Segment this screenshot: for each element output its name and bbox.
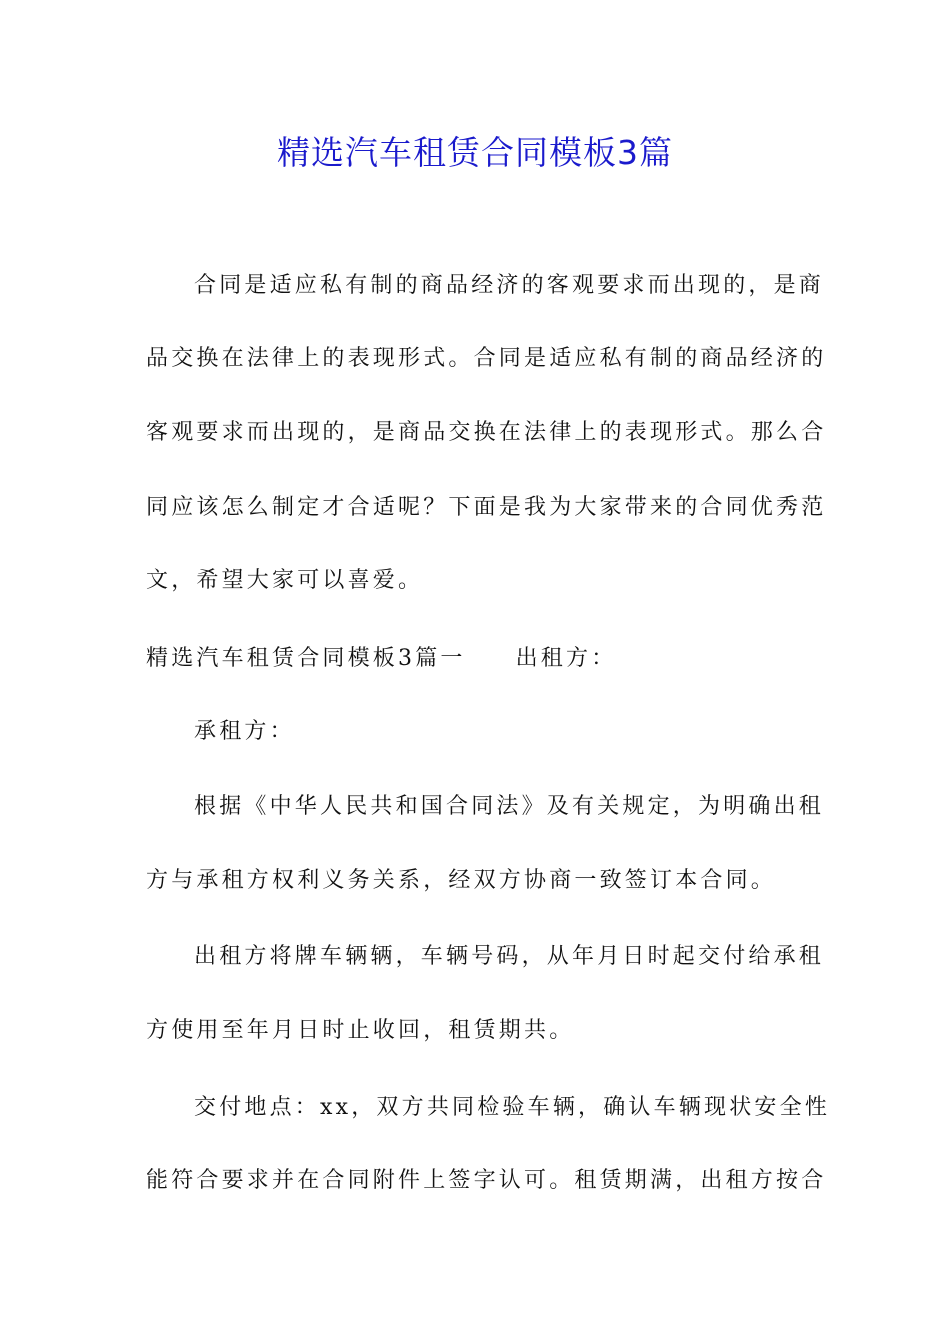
heading-gap: [466, 644, 516, 674]
lessor-label: 出租方：: [515, 646, 617, 671]
body-line-5: 交付地点：xx，双方共同检验车辆，确认车辆现状安全性: [194, 1095, 831, 1120]
lessee-label: 承租方：: [194, 719, 295, 744]
body-line-6: 能符合要求并在合同附件上签字认可。租赁期满，出租方按合: [146, 1168, 827, 1193]
intro-line-3: 客观要求而出现的，是商品交换在法律上的表现形式。那么合: [146, 420, 827, 445]
body-line-4: 方使用至年月日时止收回，租赁期共。: [146, 1018, 575, 1043]
intro-line-4: 同应该怎么制定才合适呢？下面是我为大家带来的合同优秀范: [146, 495, 827, 520]
section-heading: 精选汽车租赁合同模板3篇一: [146, 646, 466, 671]
intro-line-5: 文，希望大家可以喜爱。: [146, 568, 424, 593]
document-title: 精选汽车租赁合同模板3篇: [277, 133, 673, 172]
body-line-2: 方与承租方权利义务关系，经双方协商一致签订本合同。: [146, 868, 777, 893]
body-line-1: 根据《中华人民共和国合同法》及有关规定，为明确出租: [194, 794, 825, 819]
intro-line-2: 品交换在法律上的表现形式。合同是适应私有制的商品经济的: [146, 346, 827, 371]
body-line-3: 出租方将牌车辆辆，车辆号码，从年月日时起交付给承租: [194, 944, 825, 969]
intro-line-1: 合同是适应私有制的商品经济的客观要求而出现的，是商: [194, 273, 825, 298]
section-heading-row: [146, 644, 806, 674]
